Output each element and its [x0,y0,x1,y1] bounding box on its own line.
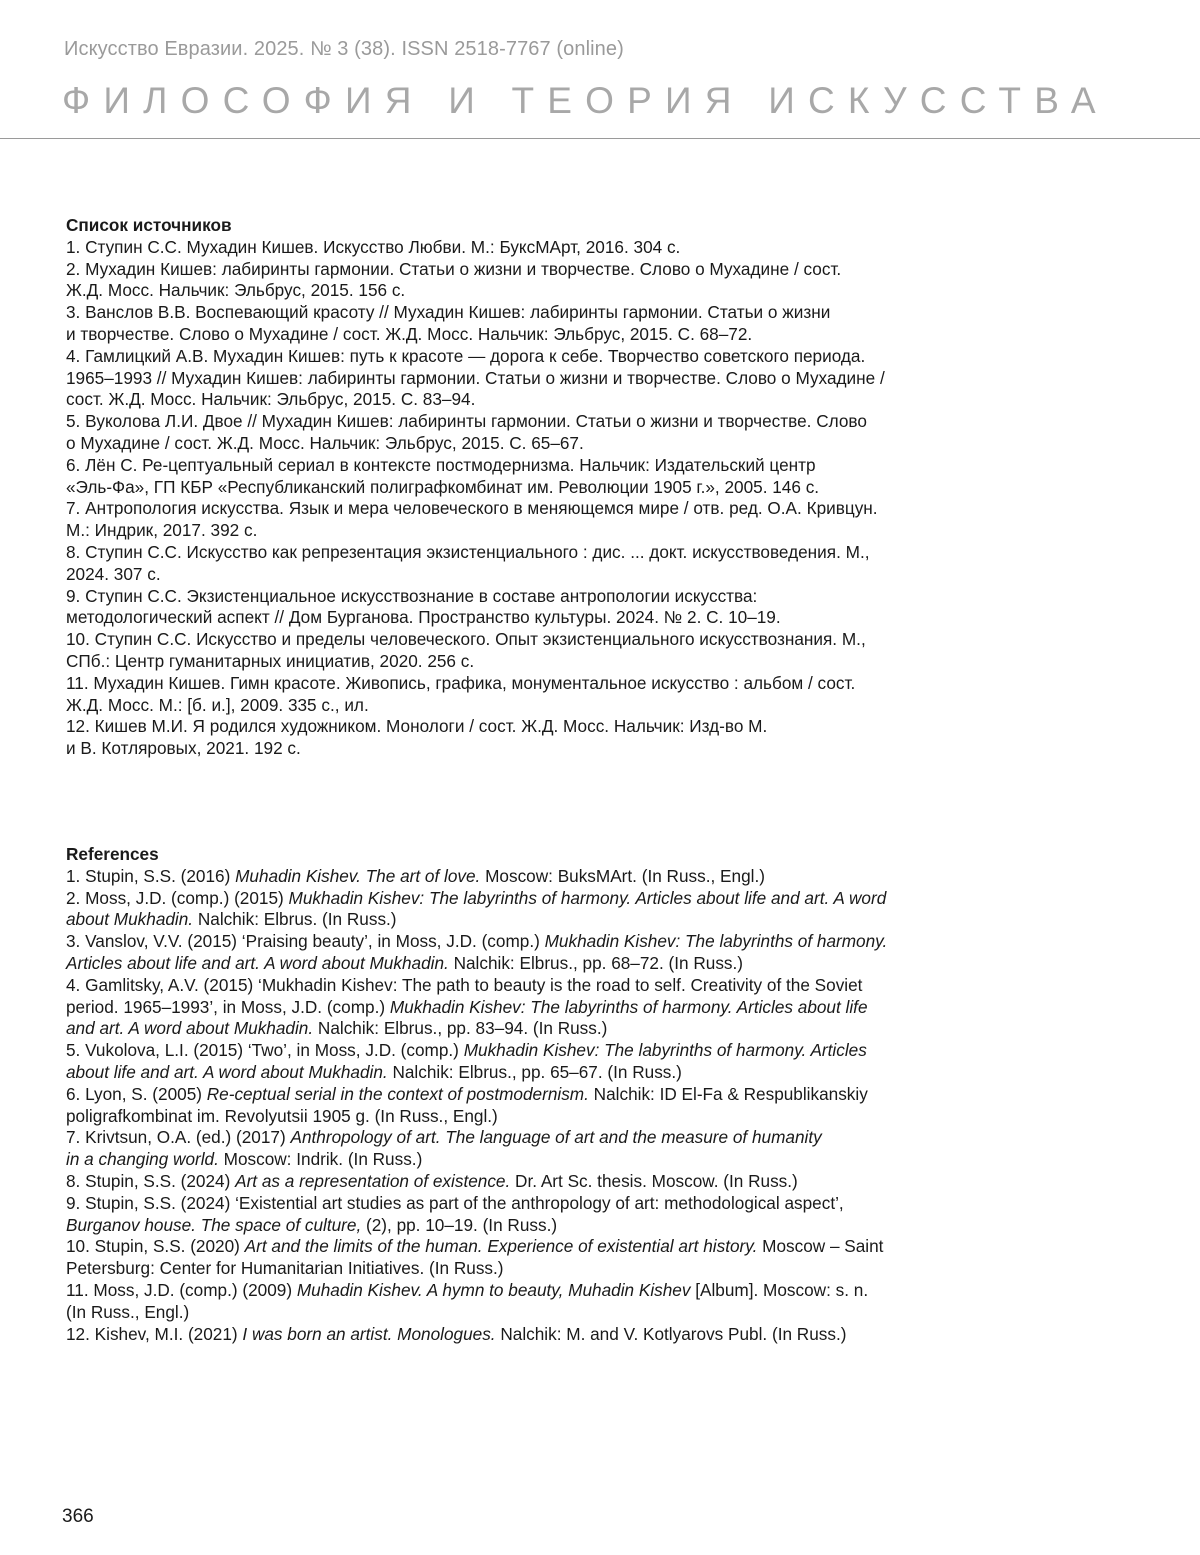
reference-text: 9. Stupin, S.S. (2024) ‘Existential art studies as part of the anthropology of art: methodological aspect’, [66,1192,844,1213]
references-list-en [66,844,966,1345]
reference-text: Nalchik: Elbrus., pp. 68–72. (In Russ.) [448,952,744,973]
source-line: 1. Ступин С.С. Мухадин Кишев. Искусство Любви. М.: БуксМАрт, 2016. 304 с. [66,236,681,257]
reference-title: about Mukhadin. [66,909,194,930]
reference-title: Muhadin Kishev. A hymn to beauty, Muhadin Kishev [296,1279,691,1300]
reference-text: Nalchik: Elbrus., pp. 65–67. (In Russ.) [387,1061,682,1082]
reference-text: 10. Stupin, S.S. (2020) [66,1236,245,1257]
source-line: сост. Ж.Д. Мосс. Нальчик: Эльбрус, 2015. С. 83–94. [66,389,476,410]
reference-title: Re-ceptual serial in the context of postmodernism. [206,1083,589,1104]
reference-text: Nalchik: Elbrus. (In Russ.) [193,909,397,930]
reference-title: Burganov house. The space of culture, [66,1214,362,1235]
reference-title: about life and art. A word about Mukhadin. [66,1061,388,1082]
reference-title: Anthropology of art. The language of art and the measure of humanity [290,1127,822,1148]
source-line: СПб.: Центр гуманитарных инициатив, 2020. 256 с. [66,650,475,671]
reference-line [66,1236,966,1258]
reference-line [66,997,966,1019]
source-line: М.: Индрик, 2017. 392 с. [66,520,258,541]
reference-text: Petersburg: Center for Humanitarian Initiatives. (In Russ.) [66,1258,504,1279]
reference-text: Nalchik: ID El-Fa & Respublikanskiy [588,1083,868,1104]
source-line: 1965–1993 // Мухадин Кишев: лабиринты гармонии. Статьи о жизни и творчестве. Слово о Мухадине / [66,367,885,388]
journal-title: Искусство Евразии. 2025. № 3 (38). ISSN 2518-7767 (online) [64,38,624,60]
reference-line [66,1171,966,1193]
reference-text: 7. Krivtsun, O.A. (ed.) (2017) [66,1127,291,1148]
references-lines [66,866,966,1346]
reference-line [66,1258,966,1280]
references-heading: References [66,844,159,864]
reference-line [66,1106,966,1128]
source-line: 9. Ступин С.С. Экзистенциальное искусствознание в составе антропологии искусства: [66,585,758,606]
reference-text: Moscow – Saint [757,1236,884,1257]
sources-list-ru [66,215,966,760]
reference-title: Mukhadin Kishev: The labyrinths of harmony. Articles [463,1040,867,1061]
reference-title: Mukhadin Kishev: The labyrinths of harmony. Articles about life and art. A word [288,887,887,908]
reference-line [66,1127,966,1149]
reference-line [66,1040,966,1062]
sources-lines [66,237,966,760]
reference-text: 12. Kishev, M.I. (2021) [66,1323,243,1344]
reference-line [66,975,966,997]
reference-line [66,1149,966,1171]
reference-line [66,888,966,910]
reference-text: Dr. Art Sc. thesis. Moscow. (In Russ.) [510,1170,798,1191]
source-line: 4. Гамлицкий А.В. Мухадин Кишев: путь к красоте — дорога к себе. Творчество советского периода. [66,345,866,366]
reference-text: 5. Vukolova, L.I. (2015) ‘Two’, in Moss, J.D. (comp.) [66,1040,464,1061]
reference-line [66,1084,966,1106]
source-line: 2024. 307 с. [66,563,161,584]
reference-text: 11. Moss, J.D. (comp.) (2009) [66,1279,297,1300]
reference-line [66,1193,966,1215]
source-line: 2. Мухадин Кишев: лабиринты гармонии. Статьи о жизни и творчестве. Слово о Мухадине / сост. [66,258,842,279]
reference-text: 2. Moss, J.D. (comp.) (2015) [66,887,289,908]
section-title: ФИЛОСОФИЯ И ТЕОРИЯ ИСКУССТВА [62,80,1109,121]
reference-text: 1. Stupin, S.S. (2016) [66,865,236,886]
reference-text: 3. Vanslov, V.V. (2015) ‘Praising beauty’, in Moss, J.D. (comp.) [66,931,545,952]
reference-text: 8. Stupin, S.S. (2024) [66,1170,236,1191]
source-line: 12. Кишев М.И. Я родился художником. Монологи / сост. Ж.Д. Мосс. Нальчик: Изд-во М. [66,716,768,737]
reference-text: poligrafkombinat im. Revolyutsii 1905 g. (In Russ., Engl.) [66,1105,498,1126]
reference-line [66,1324,966,1346]
reference-text: Nalchik: Elbrus., pp. 83–94. (In Russ.) [313,1018,608,1039]
reference-text: (In Russ., Engl.) [66,1301,190,1322]
reference-text: [Album]. Moscow: s. n. [690,1279,869,1300]
reference-title: Mukhadin Kishev: The labyrinths of harmony. Articles about life [389,996,868,1017]
reference-line [66,1018,966,1040]
reference-text: Moscow: Indrik. (In Russ.) [218,1149,423,1170]
reference-title: and art. A word about Mukhadin. [66,1018,314,1039]
source-line: 7. Антропология искусства. Язык и мера человеческого в меняющемся мире / отв. ред. О.А. Кривцун. [66,498,878,519]
source-line: методологический аспект // Дом Бурганова. Пространство культуры. 2024. № 2. С. 10–19. [66,607,781,628]
reference-line [66,1302,966,1324]
reference-title: Articles about life and art. A word about Mukhadin. [66,952,449,973]
sources-heading: Список источников [66,215,232,235]
reference-line [66,1062,966,1084]
reference-title: Mukhadin Kishev: The labyrinths of harmony. [544,931,888,952]
reference-text: (2), pp. 10–19. (In Russ.) [361,1214,558,1235]
reference-title: I was born an artist. Monologues. [242,1323,496,1344]
source-line: о Мухадине / сост. Ж.Д. Мосс. Нальчик: Эльбрус, 2015. С. 65–67. [66,432,584,453]
source-line: Ж.Д. Мосс. М.: [б. и.], 2009. 335 с., ил. [66,694,369,715]
source-line: 6. Лён С. Ре-цептуальный сериал в контексте постмодернизма. Нальчик: Издательский центр [66,454,816,475]
reference-line [66,909,966,931]
source-line: «Эль-Фа», ГП КБР «Республиканский полиграфкомбинат им. Революции 1905 г.», 2005. 146 с. [66,476,820,497]
reference-text: period. 1965–1993’, in Moss, J.D. (comp.) [66,996,390,1017]
reference-text: Moscow: BuksMArt. (In Russ., Engl.) [480,865,765,886]
source-line: и В. Котляровых, 2021. 192 с. [66,738,301,759]
reference-title: Art and the limits of the human. Experience of existential art history. [244,1236,758,1257]
page-number: 366 [62,1506,94,1527]
source-line: 5. Вуколова Л.И. Двое // Мухадин Кишев: лабиринты гармонии. Статьи о жизни и творчестве. Слово [66,411,867,432]
reference-line [66,1280,966,1302]
source-line: 11. Мухадин Кишев. Гимн красоте. Живопись, графика, монументальное искусство : альбом / сост. [66,672,856,693]
header-divider [0,138,1200,139]
reference-text: Nalchik: M. and V. Kotlyarovs Publ. (In Russ.) [495,1323,847,1344]
reference-line [66,1215,966,1237]
reference-text: 6. Lyon, S. (2005) [66,1083,207,1104]
reference-title: Muhadin Kishev. The art of love. [235,865,481,886]
reference-line [66,931,966,953]
reference-title: Art as a representation of existence. [235,1170,511,1191]
reference-text: 4. Gamlitsky, A.V. (2015) ‘Mukhadin Kishev: The path to beauty is the road to self. Creativity of the Soviet [66,974,863,995]
reference-title: in a changing world. [66,1149,219,1170]
reference-line [66,953,966,975]
source-line: и творчестве. Слово о Мухадине / сост. Ж.Д. Мосс. Нальчик: Эльбрус, 2015. С. 68–72. [66,323,753,344]
source-line: Ж.Д. Мосс. Нальчик: Эльбрус, 2015. 156 с. [66,280,406,301]
reference-line [66,866,966,888]
source-line: 8. Ступин С.С. Искусство как репрезентация экзистенциального : дис. ... докт. искусствоведения. М., [66,541,870,562]
source-line: 10. Ступин С.С. Искусство и пределы человеческого. Опыт экзистенциального искусствознания. М., [66,629,866,650]
source-line: 3. Ванслов В.В. Воспевающий красоту // Мухадин Кишев: лабиринты гармонии. Статьи о жизни [66,302,831,323]
